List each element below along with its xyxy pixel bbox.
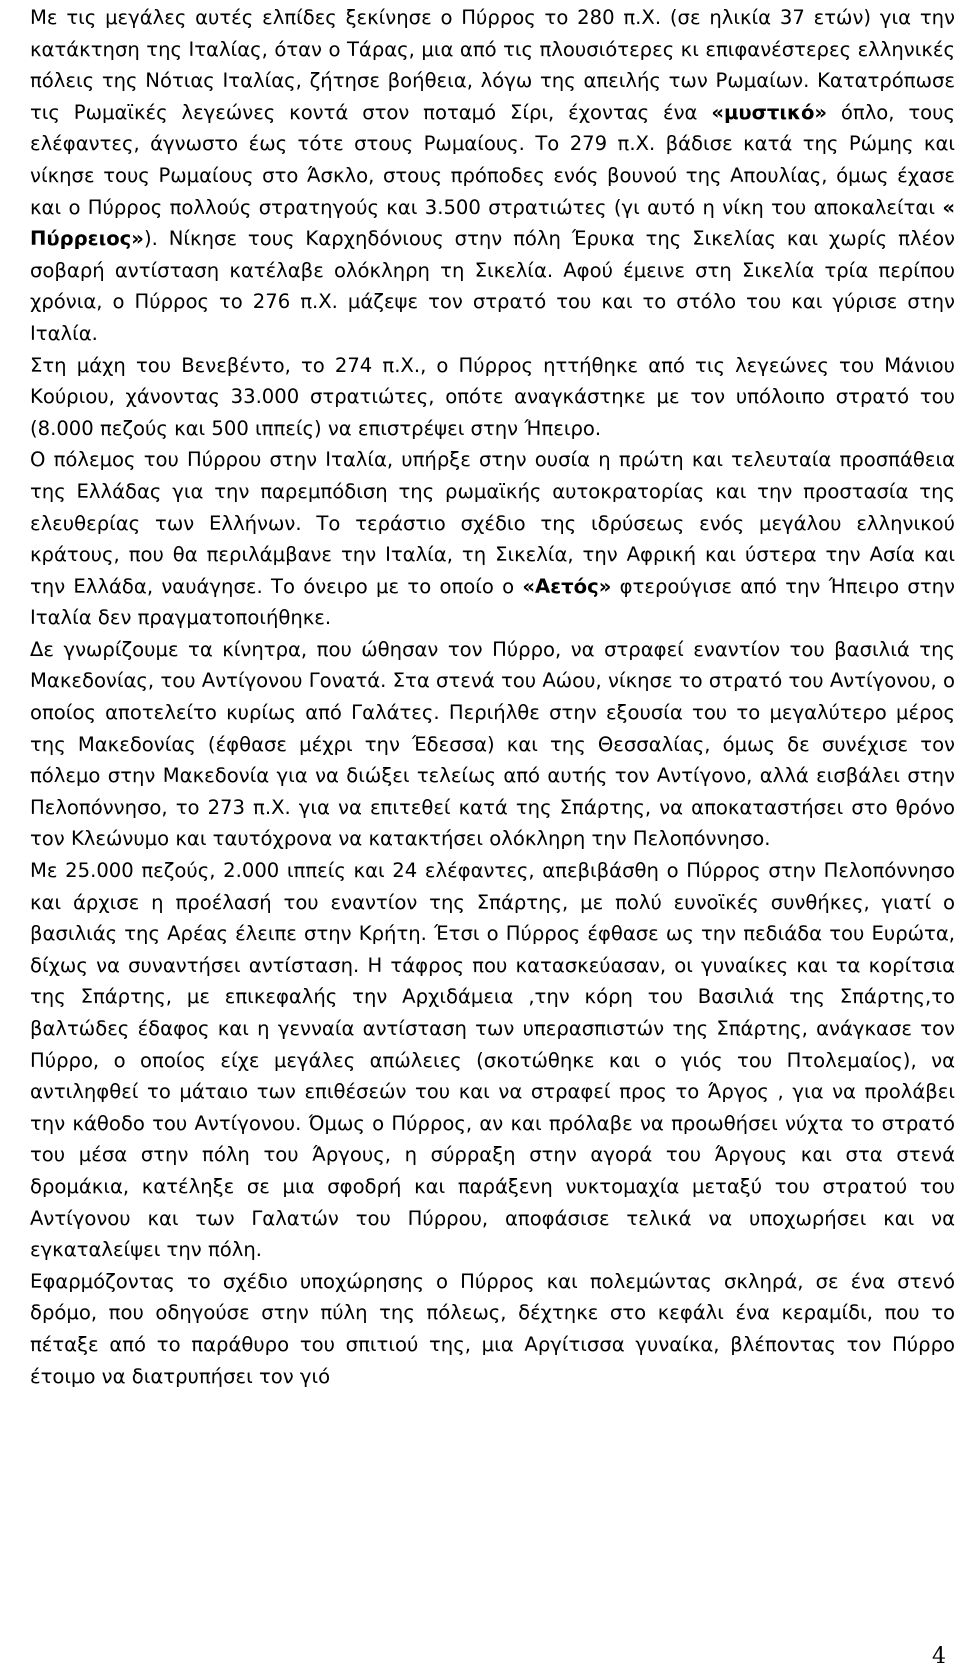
emphasized-term: «Αετός»: [522, 574, 612, 598]
paragraph: [30, 444, 955, 634]
page-number: 4: [932, 1644, 946, 1669]
paragraph: [30, 2, 955, 350]
text-run: φτερούγισε από την Ήπειρο στην Ιταλία δεν πραγματοποιήθηκε.: [30, 574, 955, 630]
text-run: Με τις μεγάλες αυτές ελπίδες ξεκίνησε ο Πύρρος το 280 π.Χ. (σε ηλικία 37 ετών) για την κατάκτηση της Ιταλίας, όταν ο Τάρας, μια από τις πλουσιότερες κι επιφανέστερες ελληνικές πόλεις της Νότιας Ιταλίας, ζήτησε βοήθεια, λόγω της απειλής των Ρωμαίων. Κατατρόπωσε τις Ρωμαϊκές λεγεώνες κοντά στον ποταμό Σίρι, έχοντας ένα: [30, 6, 955, 124]
text-run: Εφαρμόζοντας το σχέδιο υποχώρησης ο Πύρρος και πολεμώντας σκληρά, σε ένα στενό δρόμο, που οδηγούσε στην πύλη της πόλεως, δέχτηκε στο κεφάλι ένα κεραμίδι, που το πέταξε από το παράθυρο του σπιτιού της, μια Αργίτισσα γυναίκα, βλέποντας τον Πύρρο έτοιμο να διατρυπήσει τον γιό: [30, 1269, 955, 1388]
document-body: [30, 2, 955, 1392]
paragraph: [30, 1266, 955, 1392]
paragraph: [30, 634, 955, 855]
paragraph: [30, 855, 955, 1266]
emphasized-term: «μυστικό»: [711, 100, 828, 124]
emphasized-term: « Πύρρειος»: [30, 195, 955, 251]
text-run: Δε γνωρίζουμε τα κίνητρα, που ώθησαν τον Πύρρο, να στραφεί εναντίον του βασιλιά της Μακεδονίας, του Αντίγονου Γονατά. Στα στενά του Αώου, νίκησε το στρατό του Αντίγονου, ο οποίος αποτελείτο κυρίως από Γαλάτες. Περιήλθε στην εξουσία του το μεγαλύτερο μέρος της Μακεδονίας (έφθασε μέχρι την Έδεσσα) και της Θεσσαλίας, όμως δε συνέχισε τον πόλεμο στην Μακεδονία για να διώξει τελείως από αυτής τον Αντίγονο, αλλά εισβάλει στην Πελοπόννησο, το 273 π.Χ. για να επιτεθεί κατά της Σπάρτης, να αποκαταστήσει στο θρόνο τον Κλεώνυμο και ταυτόχρονα να κατακτήσει ολόκληρη την Πελοπόννησο.: [30, 637, 955, 851]
text-run: Στη μάχη του Βενεβέντο, το 274 π.Χ., ο Πύρρος ηττήθηκε από τις λεγεώνες του Μάνιου Κούριου, χάνοντας 33.000 στρατιώτες, οπότε αναγκάστηκε με τον υπόλοιπο στρατό του (8.000 πεζούς και 500 ιππείς) να επιστρέψει στην Ήπειρο.: [30, 353, 955, 440]
text-run: Ο πόλεμος του Πύρρου στην Ιταλία, υπήρξε στην ουσία η πρώτη και τελευταία προσπάθεια της Ελλάδας για την παρεμπόδιση της ρωμαϊκής αυτοκρατορίας και την προστασία της ελευθερίας των Ελλήνων. Το τεράστιο σχέδιο της ιδρύσεως ενός μεγάλου ελληνικού κράτους, που θα περιλάμβανε την Ιταλία, τη Σικελία, την Αφρική και ύστερα την Ασία και την Ελλάδα, ναυάγησε. Το όνειρο με το οποίο ο: [30, 448, 955, 598]
text-run: Με 25.000 πεζούς, 2.000 ιππείς και 24 ελέφαντες, απεβιβάσθη ο Πύρρος στην Πελοπόννησο και άρχισε η προέλασή του εναντίον της Σπάρτης, με πολύ ευνοϊκές συνθήκες, γιατί ο βασιλιάς της Αρέας έλειπε στην Κρήτη. Έτσι ο Πύρρος έφθασε ως την πεδιάδα του Ευρώτα, δίχως να συναντήσει αντίσταση. Η τάφρος που κατασκεύασαν, οι γυναίκες και τα κορίτσια της Σπάρτης, με επικεφαλής την Αρχιδάμεια ,την κόρη του Βασιλιά της Σπάρτης,το βαλτώδες έδαφος και η γενναία αντίσταση των υπερασπιστών της Σπάρτης, ανάγκασε τον Πύρρο, ο οποίος είχε μεγάλες απώλειες (σκοτώθηκε και ο γιός του Πτολεμαίος), να αντιληφθεί το μάταιο των επιθέσεών του και να στραφεί προς το Άργος , για να προλάβει την κάθοδο του Αντίγονου. Όμως ο Πύρρος, αν και πρόλαβε να προωθήσει νύχτα το στρατό του μέσα στην πόλη του Άργους, η σύρραξη στην αγορά του Άργους και στα στενά δρομάκια, κατέληξε σε μια σφοδρή και παράξενη νυκτομαχία μεταξύ του στρατού του Αντίγονου και των Γαλατών του Πύρρου, αποφάσισε τελικά να υποχωρήσει και να εγκαταλείψει την πόλη.: [30, 859, 955, 1262]
text-run: ). Νίκησε τους Καρχηδόνιους στην πόλη Έρυκα της Σικελίας και χωρίς πλέον σοβαρή αντίσταση κατέλαβε ολόκληρη τη Σικελία. Αφού έμεινε στη Σικελία τρία περίπου χρόνια, ο Πύρρος το 276 π.Χ. μάζεψε τον στρατό του και το στόλο του και γύρισε στην Ιταλία.: [30, 227, 955, 345]
paragraph: [30, 350, 955, 445]
text-run: όπλο, τους ελέφαντες, άγνωστο έως τότε στους Ρωμαίους. Το 279 π.Χ. βάδισε κατά της Ρώμης και νίκησε τους Ρωμαίους στο Άσκλο, στους πρόποδες ενός βουνού της Απουλίας, όμως έχασε και ο Πύρρος πολλούς στρατηγούς και 3.500 στρατιώτες (γι αυτό η νίκη του αποκαλείται: [30, 100, 955, 219]
